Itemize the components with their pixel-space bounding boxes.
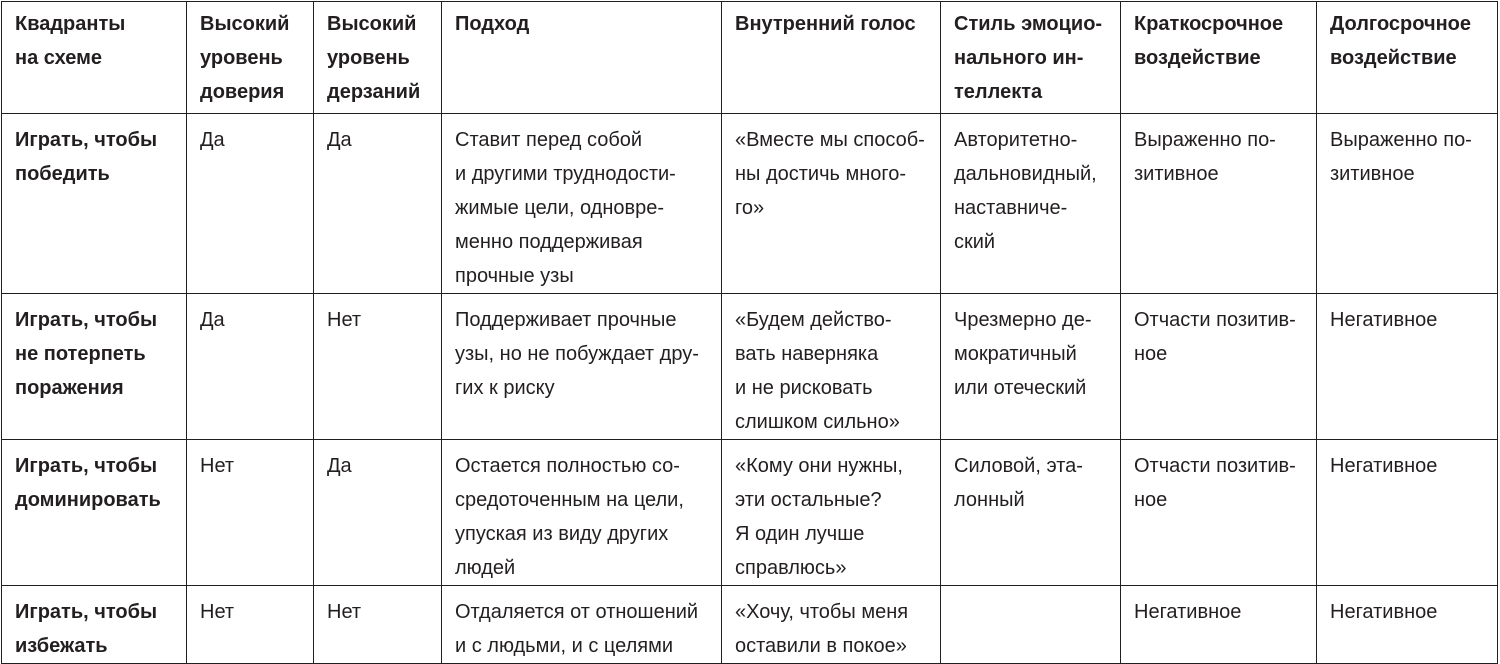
inner-voice-cell: «Кому они нужны, эти остальные? Я один лучше справлюсь»	[722, 440, 941, 586]
trust-cell: Нет	[187, 440, 314, 586]
approach-cell: Отдаляется от отношений и с людьми, и с целями	[442, 586, 722, 664]
inner-voice-cell: «Будем действо- вать наверняка и не рисковать слишком сильно»	[722, 294, 941, 440]
daring-cell: Нет	[314, 294, 442, 440]
long-term-cell: Негативное	[1317, 440, 1498, 586]
quadrants-table	[1, 1, 1498, 664]
table-header-row	[2, 2, 1498, 114]
short-term-cell: Отчасти позитив- ное	[1121, 440, 1317, 586]
approach-cell: Остается полностью со- средоточенным на цели, упуская из виду других людей	[442, 440, 722, 586]
approach-cell: Поддерживает прочные узы, но не побуждает дру- гих к риску	[442, 294, 722, 440]
long-term-cell: Негативное	[1317, 294, 1498, 440]
trust-cell: Да	[187, 114, 314, 294]
daring-cell: Да	[314, 114, 442, 294]
table-row	[2, 586, 1498, 664]
table-row	[2, 114, 1498, 294]
long-term-cell: Выраженно по- зитивное	[1317, 114, 1498, 294]
inner-voice-cell: «Вместе мы способ- ны достичь много- го»	[722, 114, 941, 294]
header-inner-voice: Внутренний голос	[722, 2, 941, 114]
trust-cell: Нет	[187, 586, 314, 664]
ei-style-cell: Силовой, эта- лонный	[941, 440, 1121, 586]
header-long-term-impact: Долгосрочное воздействие	[1317, 2, 1498, 114]
approach-cell: Ставит перед собой и другими труднодости- жимые цели, одновре- менно поддерживая прочные узы	[442, 114, 722, 294]
header-high-trust: Высокий уровень доверия	[187, 2, 314, 114]
short-term-cell: Отчасти позитив- ное	[1121, 294, 1317, 440]
long-term-cell: Негативное	[1317, 586, 1498, 664]
short-term-cell: Негативное	[1121, 586, 1317, 664]
inner-voice-cell: «Хочу, чтобы меня оставили в покое»	[722, 586, 941, 664]
header-ei-style: Стиль эмоцио- нального ин- теллекта	[941, 2, 1121, 114]
short-term-cell: Выраженно по- зитивное	[1121, 114, 1317, 294]
daring-cell: Да	[314, 440, 442, 586]
quadrant-cell: Играть, чтобы победить	[2, 114, 187, 294]
table-row	[2, 440, 1498, 586]
table-row	[2, 294, 1498, 440]
ei-style-cell	[941, 586, 1121, 664]
header-approach: Подход	[442, 2, 722, 114]
daring-cell: Нет	[314, 586, 442, 664]
quadrant-cell: Играть, чтобы избежать	[2, 586, 187, 664]
ei-style-cell: Чрезмерно де- мократичный или отеческий	[941, 294, 1121, 440]
header-high-daring: Высокий уровень дерзаний	[314, 2, 442, 114]
quadrant-cell: Играть, чтобы доминировать	[2, 440, 187, 586]
header-short-term-impact: Краткосрочное воздействие	[1121, 2, 1317, 114]
ei-style-cell: Авторитетно- дальновидный, наставниче- ский	[941, 114, 1121, 294]
quadrant-cell: Играть, чтобы не потерпеть поражения	[2, 294, 187, 440]
trust-cell: Да	[187, 294, 314, 440]
header-quadrants: Квадранты на схеме	[2, 2, 187, 114]
